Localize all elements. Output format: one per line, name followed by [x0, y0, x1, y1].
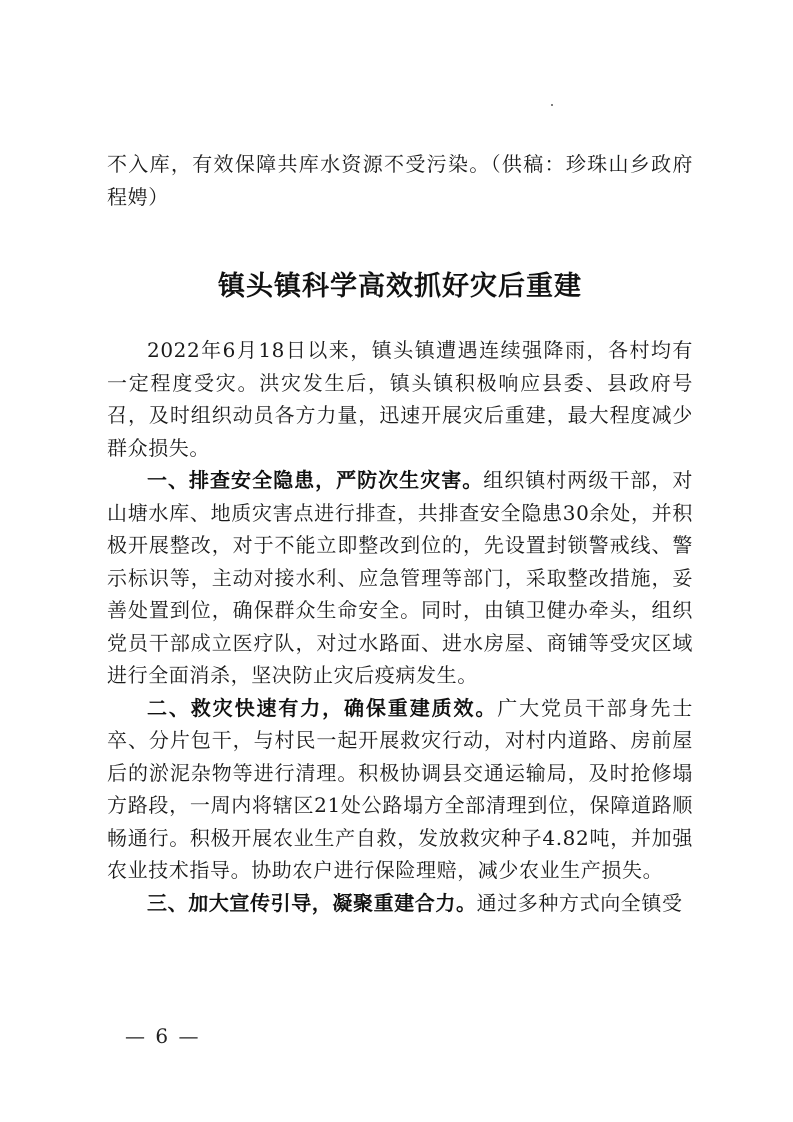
- intro-paragraph: 2022年6月18日以来，镇头镇遭遇连续强降雨，各村均有一定程度受灾。洪灾发生后，镇头镇积极响应县委、县政府号召，及时组织动员各方力量，迅速开展灾后重建，最大程度减少群众损失。: [107, 338, 693, 460]
- section-text-3: 通过多种方式向全镇受: [476, 890, 683, 915]
- section-heading-3: 三、加大宣传引导，凝聚重建合力。: [147, 890, 477, 915]
- previous-article-continuation: [107, 148, 693, 213]
- scan-speck: [551, 104, 553, 106]
- article-body: [107, 334, 693, 919]
- section-text-2: 广大党员干部身先士卒、分片包干，与村民一起开展救灾行动，对村内道路、房前屋后的淤泥杂物等进行清理。积极协调县交通运输局，及时抢修塌方路段，一周内将辖区21处公路塌方全部清理到位，保障道路顺畅通行。积极开展农业生产自救，发放救灾种子4.82吨，并加强农业技术指导。协助农户进行保险理赔，减少农业生产损失。: [107, 695, 693, 882]
- section-paragraph-2: [107, 692, 693, 887]
- article-title: 镇头镇科学高效抓好灾后重建: [218, 271, 582, 303]
- continuation-paragraph: 不入库，有效保障共库水资源不受污染。（供稿：珍珠山乡政府程娉）: [107, 152, 693, 209]
- section-paragraph-1: [107, 464, 693, 692]
- section-text-1: 组织镇村两级干部，对山塘水库、地质灾害点进行排查，共排查安全隐患30余处，并积极开展整改，对于不能立即整改到位的，先设置封锁警戒线、警示标识等，主动对接水利、应急管理等部门，采取整改措施，妥善处置到位，确保群众生命安全。同时，由镇卫健办牵头，组织党员干部成立医疗队，对过水路面、进水房屋、商铺等受灾区域进行全面消杀，坚决防止灾后疫病发生。: [107, 468, 693, 687]
- page-number: — 6 —: [125, 1024, 201, 1048]
- section-heading-2: 二、救灾快速有力，确保重建质效。: [147, 695, 498, 720]
- section-paragraph-3: [107, 887, 693, 920]
- section-heading-1: 一、排查安全隐患，严防次生灾害。: [147, 468, 484, 492]
